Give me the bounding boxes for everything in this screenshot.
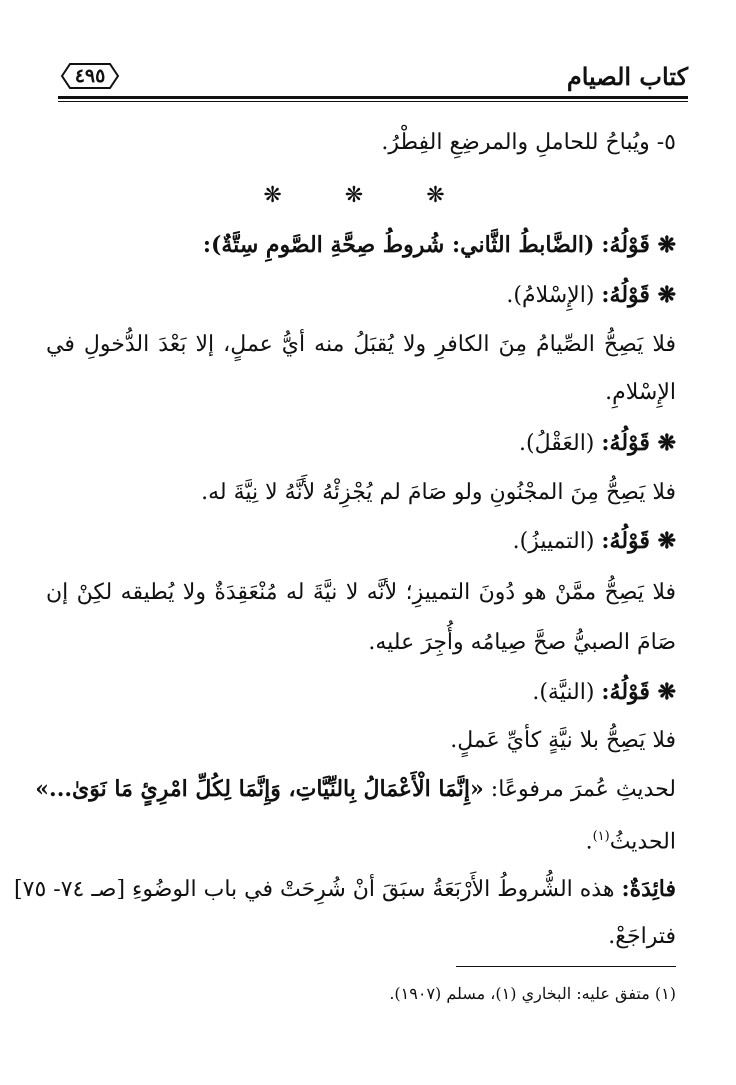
quote-text: (العَقْلُ). (519, 431, 595, 456)
hadith-intro: لحديثِ عُمرَ مرفوعًا: (490, 777, 676, 802)
paragraph-line: فلا يَصِحُّ بلا نيَّةٍ كأيِّ عَملٍ. (450, 728, 676, 753)
quote-text: (الإِسْلامُ). (506, 283, 595, 308)
paragraph-line (14, 874, 676, 905)
heading-line (46, 428, 676, 459)
heading-line (46, 526, 676, 557)
paragraph-line (46, 822, 676, 857)
header-rule-thin (58, 101, 688, 102)
paragraph-line: الإِسْلامِ. (605, 380, 676, 405)
footnote-rule (456, 966, 676, 967)
quote-label: ❋ قَوْلُهُ: (601, 282, 676, 308)
hadith-end: . (585, 829, 593, 855)
paragraph-line: فلا يَصِحُّ مِنَ المجْنُونِ ولو صَامَ لم يُجْزِئْهُ لأَنَّهُ لا نِيَّةَ له. (201, 480, 676, 505)
heading-line (46, 230, 676, 261)
section-separator: ❋ ❋ ❋ (263, 183, 473, 208)
paragraph-line: فلا يَصِحُّ الصِّيامُ مِنَ الكافرِ ولا يُقبَلُ منه أيُّ عملٍ، إلا بَعْدَ الدُّخولِ في (46, 332, 676, 357)
page-number-badge (58, 62, 122, 90)
footnote-ref: (١) (592, 829, 610, 844)
quote-label: ❋ قَوْلُهُ: (601, 232, 676, 258)
header-rule (58, 96, 688, 99)
quote-label: ❋ قَوْلُهُ: (601, 679, 676, 705)
page-number: ٤٩٥ (74, 65, 106, 87)
footnote: (١) متفق عليه: البخاري (١)، مسلم (١٩٠٧). (389, 984, 676, 1003)
running-header (58, 58, 688, 98)
book-title: كتاب الصيام (566, 62, 688, 91)
paragraph-line: فلا يَصِحُّ ممَّنْ هو دُونَ التمييزِ؛ لأنَّه لا نيَّةَ له مُنْعَقِدَةٌ ولا يُطيقه لكِنْ إن (46, 580, 676, 605)
quote-text: (التمييزُ). (512, 529, 595, 554)
paragraph-line (35, 774, 676, 805)
paragraph-line: فتراجَعْ. (608, 924, 676, 949)
benefit-label: فائِدَةٌ: (621, 876, 676, 902)
benefit-text: هذه الشُّروطُ الأَرْبَعَةُ سبَقَ أنْ شُرِحَتْ في باب الوضُوءِ [صـ ٧٤- ٧٥] (14, 877, 615, 902)
quote-text: (النيَّة). (532, 680, 595, 705)
quote-label: ❋ قَوْلُهُ: (601, 528, 676, 554)
hadith-word: الحديثُ (609, 829, 676, 855)
hadith-text: «إِنَّمَا الْأَعْمَالُ بِالنِّيَّاتِ، وَإِنَّمَا لِكُلِّ امْرِئٍ مَا نَوَىٰ...» (35, 776, 484, 802)
quote-label: ❋ قَوْلُهُ: (601, 430, 676, 456)
paragraph-line: صَامَ الصبيُّ صحَّ صِيامُه وأُجِرَ عليه. (368, 630, 676, 655)
paragraph-line: ٥- ويُباحُ للحاملِ والمرضِعِ الفِطْرُ. (381, 130, 676, 155)
heading-line (46, 677, 676, 708)
quote-text: (الضَّابطُ الثَّاني: شُروطُ صِحَّةِ الصَّومِ سِتَّةٌ): (202, 232, 595, 258)
heading-line (46, 280, 676, 311)
